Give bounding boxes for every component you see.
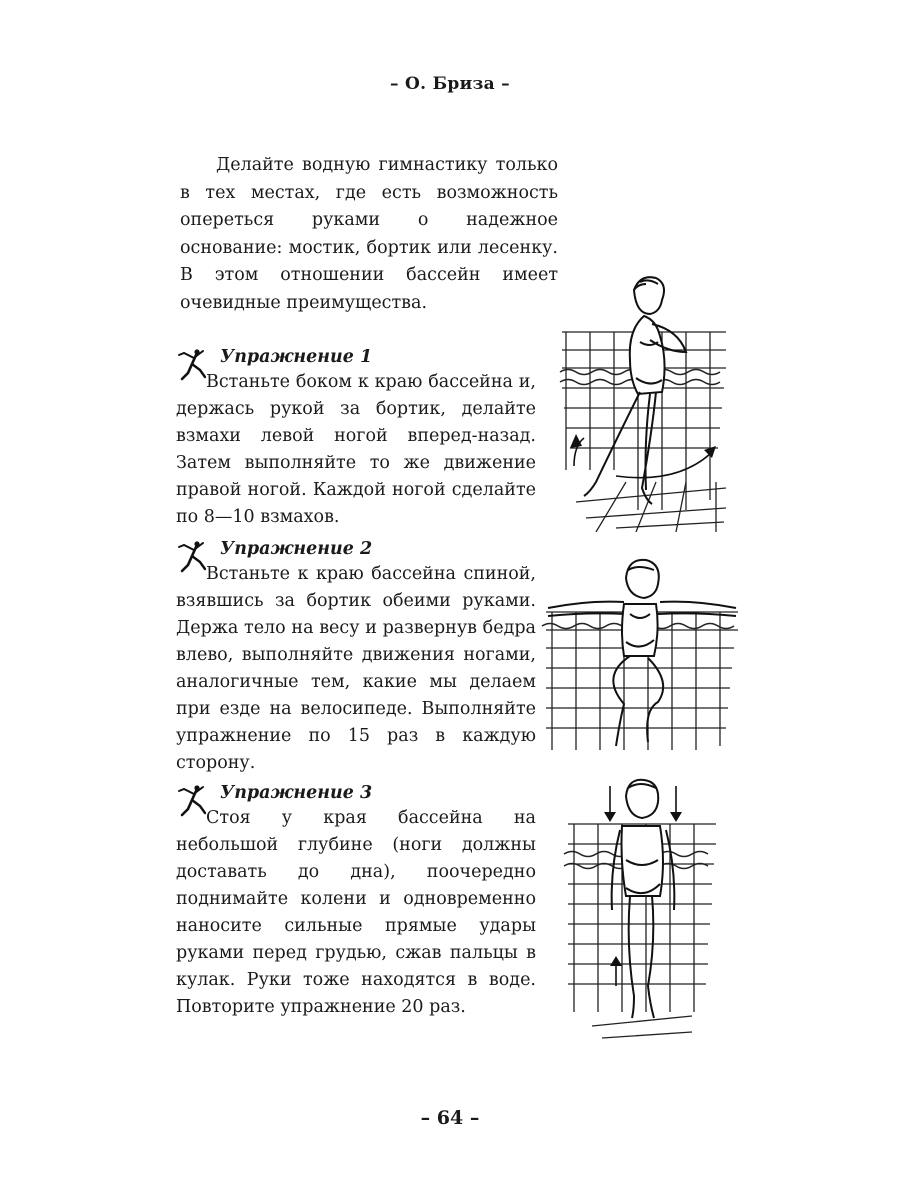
- intro-text: Делайте водную гимнастику только в тех местах, где есть возможность опереться руками о надежное основание: мостик, бортик или лесенку. В этом отношении бассейн имеет очевидные преимущества.: [180, 155, 558, 313]
- exercise-1-illustration: [556, 270, 730, 532]
- dancer-icon: [176, 347, 206, 381]
- intro-paragraph: [180, 152, 558, 317]
- dancer-icon: [176, 539, 206, 573]
- exercise-3: [176, 781, 536, 1021]
- dancer-icon: [176, 783, 206, 817]
- exercise-2: [176, 537, 536, 777]
- page-number: – 64 –: [420, 1107, 480, 1129]
- exercise-text: Встаньте боком к краю бассейна и, держась рукой за бортик, делайте взмахи левой ногой вперед-назад. Затем выполняйте то же движение правой ногой. Каждой ногой сделайте по 8—10 взмахов.: [176, 372, 536, 527]
- exercise-text: Встаньте к краю бассейна спиной, взявшись за бортик обеими руками. Держа тело на весу и развернув бедра влево, выполняйте движения ногами, аналогичные тем, какие мы делаем при езде на велосипеде. Выполняйте упражнение по 15 раз в каждую сторону.: [176, 564, 536, 773]
- exercise-1: [176, 345, 536, 531]
- exercise-title: Упражнение 3: [220, 783, 373, 803]
- running-header: – О. Бриза –: [390, 74, 510, 94]
- exercise-3-illustration: [562, 776, 722, 1042]
- exercise-title: Упражнение 1: [220, 347, 373, 367]
- exercise-title: Упражнение 2: [220, 539, 373, 559]
- exercise-2-illustration: [540, 556, 744, 760]
- exercise-text: Стоя у края бассейна на небольшой глубине (ноги должны доставать до дна), поочередно поднимайте колени и одновременно наносите сильные прямые удары руками перед грудью, сжав пальцы в кулак. Руки тоже находятся в воде. Повторите упражнение 20 раз.: [176, 808, 536, 1017]
